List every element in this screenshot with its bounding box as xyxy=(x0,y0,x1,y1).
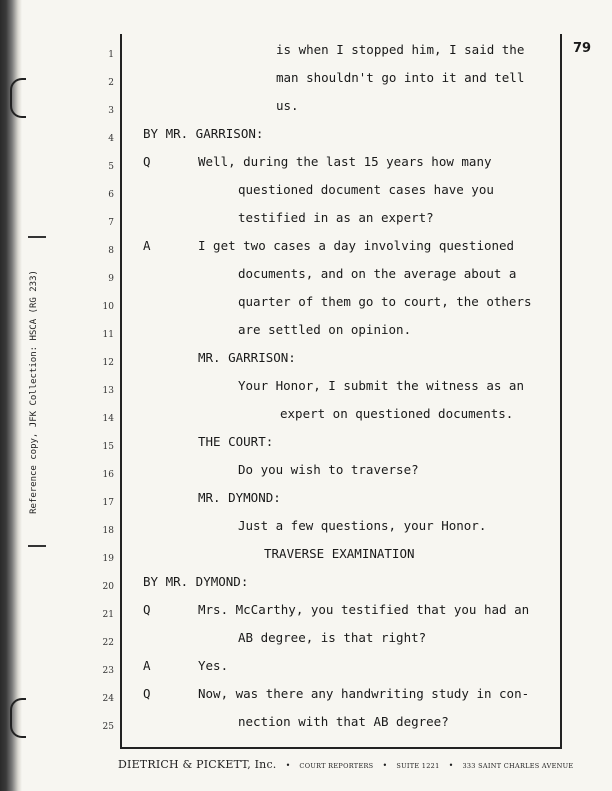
speaker-label: MR. DYMOND: xyxy=(198,490,281,505)
line-number: 16 xyxy=(102,470,114,480)
line-number: 13 xyxy=(102,386,114,396)
transcript-line: Yes. xyxy=(198,658,229,673)
transcript-line: nection with that AB degree? xyxy=(238,714,449,729)
question-label: Q xyxy=(143,686,151,701)
line-number: 12 xyxy=(102,358,114,368)
line-number: 3 xyxy=(108,106,114,116)
footer-separator: • xyxy=(448,761,454,770)
line-number: 11 xyxy=(102,330,114,340)
line-number: 2 xyxy=(108,78,114,88)
transcript-line: us. xyxy=(276,98,299,113)
transcript-line: Just a few questions, your Honor. xyxy=(238,518,487,533)
binding-edge xyxy=(0,0,22,791)
firm-name: DIETRICH & PICKETT, Inc. xyxy=(118,758,277,771)
margin-stamp-text: Reference copy, JFK Collection: HSCA (RG 233) xyxy=(29,269,39,514)
line-number: 4 xyxy=(108,134,114,144)
firm-role: COURT REPORTERS xyxy=(299,762,374,770)
transcript-line: quarter of them go to court, the others xyxy=(238,294,532,309)
line-number: 1 xyxy=(108,50,114,60)
line-number: 14 xyxy=(102,414,114,424)
speaker-label: MR. GARRISON: xyxy=(198,350,296,365)
transcript-line: Now, was there any handwriting study in con- xyxy=(198,686,530,701)
line-number: 7 xyxy=(108,218,114,228)
answer-label: A xyxy=(143,658,151,673)
question-label: Q xyxy=(143,602,151,617)
line-number: 17 xyxy=(102,498,114,508)
line-number: 8 xyxy=(108,246,114,256)
footer-separator: • xyxy=(285,761,291,770)
transcript-line: Do you wish to traverse? xyxy=(238,462,419,477)
footer-separator: • xyxy=(382,761,388,770)
speaker-label: THE COURT: xyxy=(198,434,274,449)
page-number: 79 xyxy=(573,41,592,56)
answer-label: A xyxy=(143,238,151,253)
transcript-line: Mrs. McCarthy, you testified that you had an xyxy=(198,602,530,617)
line-number: 6 xyxy=(108,190,114,200)
margin-stamp xyxy=(27,239,41,544)
stamp-bracket-top xyxy=(28,236,46,238)
punch-hole-bottom xyxy=(10,698,26,738)
page-footer xyxy=(118,753,574,772)
line-number: 24 xyxy=(102,694,114,704)
transcript-line: Your Honor, I submit the witness as an xyxy=(238,378,524,393)
transcript-line: testified in as an expert? xyxy=(238,210,434,225)
section-heading: TRAVERSE EXAMINATION xyxy=(264,546,415,561)
line-number: 5 xyxy=(108,162,114,172)
question-label: Q xyxy=(143,154,151,169)
transcript-line: are settled on opinion. xyxy=(238,322,412,337)
transcript-line: Well, during the last 15 years how many xyxy=(198,154,492,169)
stamp-bracket-bottom xyxy=(28,545,46,547)
transcript-line: man shouldn't go into it and tell xyxy=(276,70,525,85)
examiner-heading: BY MR. GARRISON: xyxy=(143,126,264,141)
line-number: 9 xyxy=(108,274,114,284)
line-number: 10 xyxy=(102,302,114,312)
transcript-line: I get two cases a day involving questioned xyxy=(198,238,515,253)
line-number: 18 xyxy=(102,526,114,536)
transcript-line: documents, and on the average about a xyxy=(238,266,517,281)
line-number: 25 xyxy=(102,722,114,732)
examiner-heading: BY MR. DYMOND: xyxy=(143,574,249,589)
line-number: 15 xyxy=(102,442,114,452)
firm-suite: SUITE 1221 xyxy=(396,762,440,770)
line-number: 21 xyxy=(102,610,114,620)
transcript-line: AB degree, is that right? xyxy=(238,630,427,645)
firm-address: 333 SAINT CHARLES AVENUE xyxy=(462,762,574,770)
line-number: 23 xyxy=(102,666,114,676)
line-number: 20 xyxy=(102,582,114,592)
transcript-line: is when I stopped him, I said the xyxy=(276,42,525,57)
punch-hole-top xyxy=(10,78,26,118)
line-number: 22 xyxy=(102,638,114,648)
transcript-line: expert on questioned documents. xyxy=(280,406,514,421)
transcript-line: questioned document cases have you xyxy=(238,182,494,197)
line-number: 19 xyxy=(102,554,114,564)
